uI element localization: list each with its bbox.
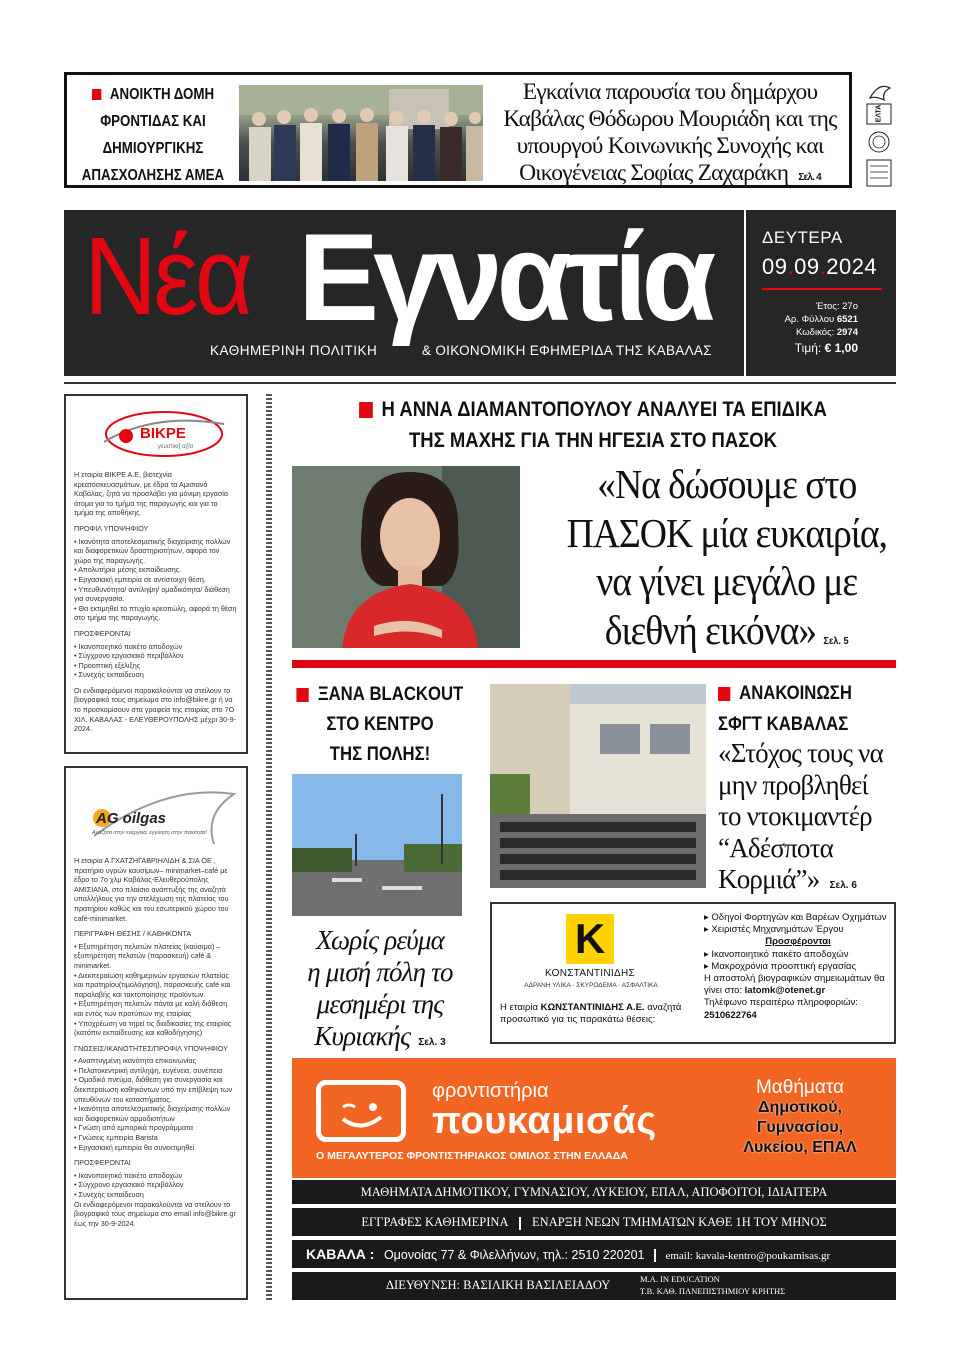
issue-day: ΔΕΥΤΕΡΑ xyxy=(762,228,843,247)
ag-oilgas-logo: AG oilgas Αναζήτα στην ενέργεια, εγγύηση στην ποιότητα! xyxy=(74,774,238,848)
elta-bird-icon xyxy=(864,80,894,190)
poukamisas-lessons: Μαθήματα Δημοτικού, Γυμνασίου, Λυκείου, ΕΠΑΛ xyxy=(743,1077,857,1156)
vikre-job-ad[interactable] xyxy=(64,394,248,754)
red-square-bullet xyxy=(92,89,101,100)
sfgt-kicker[interactable]: ΑΝΑΚΟΙΝΩΣΗ ΣΦΓΤ ΚΑΒΑΛΑΣ xyxy=(718,683,852,735)
vikre-logo: ΒΙΚΡΕ γευστική αξία xyxy=(74,402,238,464)
poukamisas-brand-top: φροντιστήρια xyxy=(432,1080,549,1102)
sfgt-headline[interactable]: «Στόχος τους να μην προβληθεί το ντοκιμαντέρ “Αδέσποτα Κορμιά”» Σελ. 6 xyxy=(718,738,883,894)
ag-oilgas-job-ad[interactable] xyxy=(64,766,248,1300)
poukamisas-tagline: Ο ΜΕΓΑΛΥΤΕΡΟΣ ΦΡΟΝΤΙΣΤΗΡΙΑΚΟΣ ΟΜΙΛΟΣ ΣΤΗΝ ΕΛΛΑΔΑ xyxy=(316,1150,628,1162)
poukamisas-bar-4: ΔΙΕΥΘΥΝΣΗ: ΒΑΣΙΛΙΚΗ ΒΑΣΙΛΕΙΑΔΟΥ M.A. IN EDUCATION Τ.Β. ΚΑΘ. ΠΑΝΕΠΙΣΤΗΜΙΟΥ ΚΡΗΤΗΣ xyxy=(292,1272,896,1300)
masthead-title-white[interactable]: Εγνατία xyxy=(298,209,711,347)
issue-date: 09.09.2024 xyxy=(762,254,878,279)
vikre-ad-body: Η εταιρία ΒΙΚΡΕ Α.Ε, βιοτεχνία κρεατοσκευασμάτων, με έδρα τα Αμισιανά Καβάλας, ζητά να προσλάβει για μόνιμη εργασία άτομα για το τμήμα της παραγωγής και για το τμήμα της αποθήκης. ΠΡΟΦΙΛ ΥΠΟΨΗΦΙΟΥ • Ικανότητα αποτελεσματικής διαχείρισης πολλών και διαφορετικών δραστηριοτήτων, αφορά τον χώρο της παραγωγής. • Απολυτήριο μέσης εκπαίδευσης. • Εργασιακή εμπειρία σε αντίστοιχη θέση. • Υπευθυνότητα/ αντίληψη/ ομαδικότητα/ διάθεση για συνεργασία. • Θα εκτιμηθεί το πτυχίο κρεοπώλη, αφορά τη θέση στο τμήμα της παραγωγής. ΠΡΟΣΦΕΡΟΝΤΑΙ • Ικανοποιητικό πακέτο αποδοχών • Σύγχρονο εργασιακό περιβάλλον • Προοπτική εξέλιξης • Συνεχής εκπαίδευση Οι ενδιαφερόμενοι παρακαλούνται να στείλουν το βιογραφικό τους σημείωμα στο info@bikre.gr ή να το προσκομίσουν στα γραφεία της εταιρίας στο 7Ο ΧΙΛ. ΚΑΒΑΛΑΣ - ΕΛΕΥΘΕΡΟΥΠΟΛΗΣ μέχρι 30-9-2024. xyxy=(74,470,237,734)
inauguration-photo xyxy=(239,85,483,181)
elta-label: ΕΛΤΑ xyxy=(875,104,883,123)
ag-ad-body: Η εταιρία Α.ΓΧΑΤΖΗΓΑΒΡΙΗΛΙΔΗ & ΣΙΑ ΟΕ , πρατήριο υγρών καυσίμων– minimarket–café με έδρο το 7ο χλμ Καβάλας-Ελευθερούπολης ΑΜΙΣΙΑΝΑ, στο πλαίσιο ανάπτυξής της αναζητά υπαλλήλους για την στελέχωση της πλατείας του πρατηρίου καθώς και του εσωτερικού χώρου του café-minimarket. ΠΕΡΙΓΡΑΦΗ ΘΕΣΗΣ / ΚΑΘΗΚΟΝΤΑ • Εξυπηρέτηση πελατών πλατείας (καύσιμα) – εξυπηρέτηση πελατών (παρασκευή) café & minimarket. • Διεκπεραίωση καθημερινών εργασιών πλατείας και πρατηρίου(τιμολόγηση), παρασκευής café και παραλαβής και τακτοποίησης προϊόντων. • Εξυπηρέτηση πελατών πάντα με καλή διάθεση και εντός των προτύπων της εταιρίας • Υποχρέωση να τηρεί τις διαδικασίες της εταιρίας (κατόπιν εκπαίδευσης και καθοδήγησης) ΓΝΩΣΕΙΣ/ΙΚΑΝΟΤΗΤΕΣ/ΠΡΟΦΙΛ ΥΠΟΨΗΦΙΟΥ • Αναπτυγμένη ικανότητα επικοινωνίας • Πελατοκεντρική αντίληψη, ευγένεια, συνέπεια • Ομαδικό πνεύμα, διάθεση για συνεργασία και διεκπεραίωση καθηκόντων υπό την επίβλεψη των υπευθύνων του καταστήματος. • Ικανότητα αποτελεσματικής διαχείρισης πολλών και διαφορετικών αρμοδιοτήτων • Γνώση από εμπορικά προγράμματα • Γνώσεις εμπειρία Barista • Εργασιακή εμπειρία θα συνεκτιμηθεί ΠΡΟΣΦΕΡΟΝΤΑΙ • Ικανοποιητικό πακέτο αποδοχών • Σύγχρονο εργασιακό περιβάλλον • Συνεχής εκπαίδευση Οι ενδιαφερόμενοι παρακαλούνται να στείλουν το βιογραφικό τους σημείωμα στο email info@bikre.gr έως την 30-9-2024. xyxy=(74,856,236,1228)
elta-postage-mark xyxy=(864,80,894,190)
portrait-illustration xyxy=(292,466,520,648)
inauguration-headline[interactable]: Εγκαίνια παρουσία του δημάρχου Καβάλας Θόδωρου Μουριάδη και της υπουργού Κοινωνικής Συνοχής και Οικογένειας Σοφίας Ζαχαράκη Σελ. 4 xyxy=(503,79,837,186)
page-ref: Σελ. 3 xyxy=(418,1037,446,1048)
main-story-red-rule xyxy=(292,660,896,668)
page-ref: Σελ. 4 xyxy=(798,172,821,183)
date-underline xyxy=(762,288,882,290)
anna-diamantopoulou-photo xyxy=(292,466,520,648)
masthead-divider xyxy=(744,210,746,376)
masthead xyxy=(64,210,896,376)
street-photo xyxy=(292,774,462,916)
poukamisas-ad[interactable] xyxy=(292,1058,896,1178)
poukamisas-bar-3: ΚΑΒΑΛΑ : Ομονοίας 77 & Φιλελλήνων, τηλ.: 2510 220201 email: kavala-kentro@poukamisas.gr xyxy=(292,1240,896,1268)
top-banner xyxy=(64,72,852,188)
poukamisas-logo-icon xyxy=(316,1080,406,1142)
poukamisas-bar-2: ΕΓΓΡΑΦΕΣ ΚΑΘΗΜΕΡΙΝΑ ΕΝΑΡΞΗ ΝΕΩΝ ΤΜΗΜΑΤΩΝ ΚΑΘΕ 1Η ΤΟΥ ΜΗΝΟΣ xyxy=(292,1208,896,1236)
main-story-kicker[interactable]: Η ΑΝΝΑ ΔΙΑΜΑΝΤΟΠΟΥΛΟΥ ΑΝΑΛΥΕΙ ΤΑ ΕΠΙΔΙΚΑ ΤΗΣ ΜΑΧΗΣ ΓΙΑ ΤΗΝ ΗΓΕΣΙΑ ΣΤΟ ΠΑΣΟΚ xyxy=(332,394,853,456)
column-divider xyxy=(266,394,272,1300)
konstantinidis-logo: K xyxy=(566,914,614,964)
page-ref: Σελ. 6 xyxy=(829,880,857,891)
masthead-subtitle-left: ΚΑΘΗΜΕΡΙΝΗ ΠΟΛΙΤΙΚΗ xyxy=(210,343,378,358)
smiley-icon xyxy=(321,1085,401,1137)
konstantinidis-name: ΚΟΝΣΤΑΝΤΙΝΙΔΗΣ xyxy=(545,968,635,979)
konstantinidis-details: ▸ Οδηγοί Φορτηγών και Βαρέων Οχημάτων ▸ Χειριστές Μηχανημάτων Έργου Προσφέρονται ▸ Ικανοποιητικό πακέτο αποδοχών ▸ Μακροχρόνια προοπτική εργασίας Η αποστολή βιογραφικών σημειωμάτων θα γίνει στο: latomk@otenet.gr Τηλέφωνο περαιτέρω πληροφοριών: 2510622764 xyxy=(704,912,887,1021)
masthead-subtitle-right: & ΟΙΚΟΝΟΜΙΚΗ ΕΦΗΜΕΡΙΔΑ ΤΗΣ ΚΑΒΑΛΑΣ xyxy=(422,343,712,358)
konstantinidis-tagline: ΑΔΡΑΝΗ ΥΛΙΚΑ · ΣΚΥΡΟΔΕΜΑ · ΑΣΦΑΛΤΙΚΑ xyxy=(524,982,658,989)
blackout-headline[interactable]: Χωρίς ρεύμα η μισή πόλη το μεσημέρι της Κυριακής Σελ. 3 xyxy=(307,925,453,1051)
amea-headline[interactable]: ΑΝΟΙΚΤΗ ΔΟΜΗ ΦΡΟΝΤΙΔΑΣ ΚΑΙ ΔΗΜΙΟΥΡΓΙΚΗΣ ΑΠΑΣΧΟΛΗΣΗΣ ΑΜΕΑ xyxy=(81,86,225,184)
konstantinidis-job-ad[interactable] xyxy=(490,902,896,1044)
blackout-kicker[interactable]: ΞΑΝΑ BLACKOUT ΣΤΟ ΚΕΝΤΡΟ ΤΗΣ ΠΟΛΗΣ! xyxy=(292,680,468,770)
cinema-illustration xyxy=(490,684,706,888)
cinema-seats-photo xyxy=(490,684,706,888)
red-square-bullet xyxy=(718,687,730,701)
poukamisas-brand: πουκαμισάς xyxy=(432,1100,657,1142)
masthead-title-red[interactable]: Νέα xyxy=(84,215,250,338)
red-square-bullet xyxy=(297,688,309,702)
issue-info: Έτος: 27ο Αρ. Φύλλου 6521 Κωδικός: 2974 Τιμή: € 1,00 xyxy=(784,301,858,355)
crowd-illustration xyxy=(239,85,483,181)
main-story-quote[interactable]: «Να δώσουμε στο ΠΑΣΟΚ μία ευκαιρία, να γίνει μεγάλο με διεθνή εικόνα» Σελ. 5 xyxy=(566,461,887,653)
poukamisas-bar-1: ΜΑΘΗΜΑΤΑ ΔΗΜΟΤΙΚΟΥ, ΓΥΜΝΑΣΙΟΥ, ΛΥΚΕΙΟΥ, ΕΠΑΛ, ΑΠΟΦΟΙΤΟΙ, ΙΔΙΑΙΤΕΡΑ xyxy=(292,1180,896,1204)
street-illustration xyxy=(292,774,462,916)
red-square-bullet xyxy=(359,402,373,418)
konstantinidis-intro: Η εταιρία ΚΩΝΣΤΑΝΤΙΝΙΔΗΣ Α.Ε. αναζητά προσωπικό για τις παρακάτω θέσεις: xyxy=(500,1002,682,1025)
masthead-rule xyxy=(64,382,896,384)
page-ref: Σελ. 5 xyxy=(823,635,849,647)
